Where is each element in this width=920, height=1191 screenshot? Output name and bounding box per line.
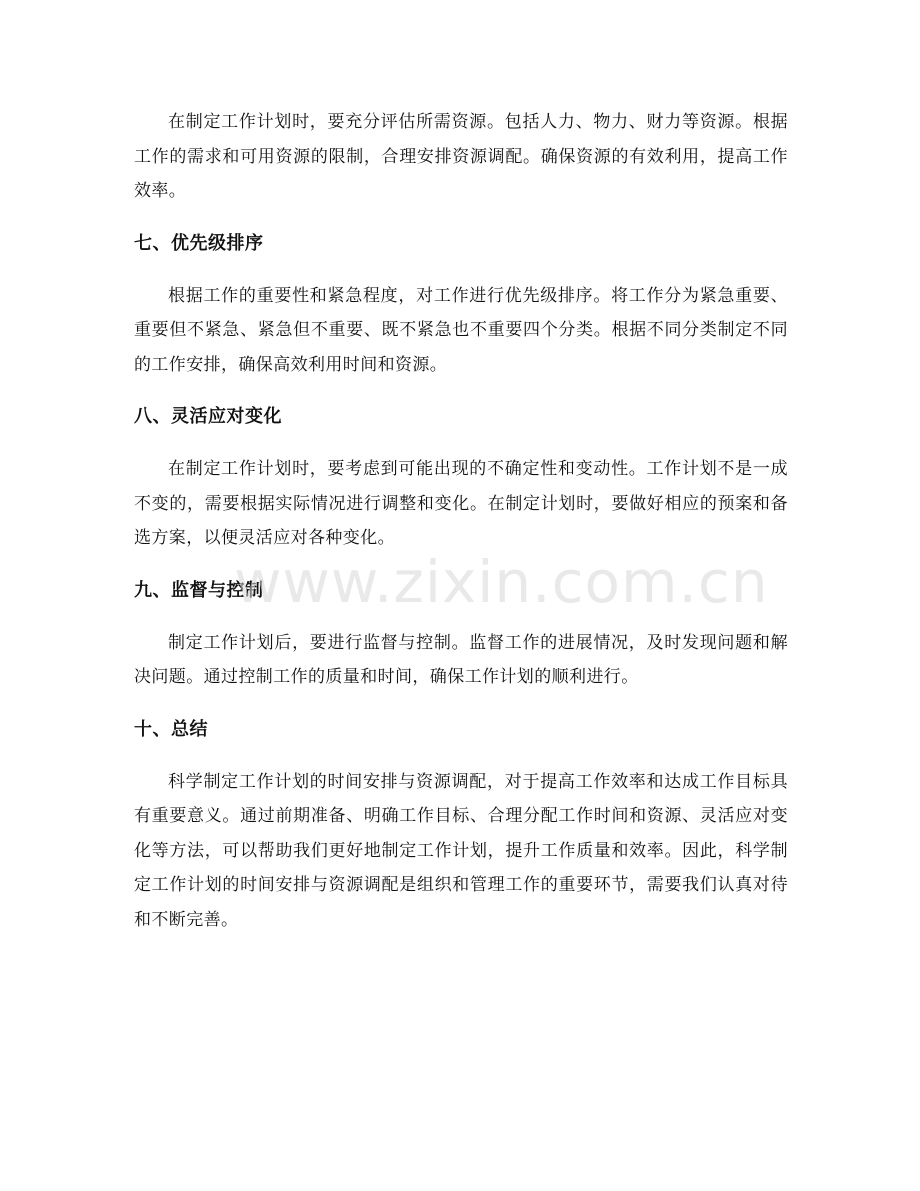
paragraph-flexible-response: 在制定工作计划时，要考虑到可能出现的不确定性和变动性。工作计划不是一成不变的，需要根据实际情况进行调整和变化。在制定计划时，要做好相应的预案和备选方案，以便灵活应对各种变化。 xyxy=(134,459,788,548)
heading-priority-ranking: 七、优先级排序 xyxy=(134,232,264,254)
heading-supervision-control: 九、监督与控制 xyxy=(134,579,264,601)
watermark: www.zixin.com.cn xyxy=(234,548,769,616)
heading-flexible-response: 八、灵活应对变化 xyxy=(134,406,282,427)
paragraph-supervision-control: 制定工作计划后，要进行监督与控制。监督工作的进展情况，及时发现问题和解决问题。通过控制工作的质量和时间，确保工作计划的顺利进行。 xyxy=(134,632,788,687)
paragraph-resource-allocation: 在制定工作计划时，要充分评估所需资源。包括人力、物力、财力等资源。根据工作的需求和可用资源的限制，合理安排资源调配。确保资源的有效利用，提高工作效率。 xyxy=(134,112,788,201)
heading-summary: 十、总结 xyxy=(134,718,208,740)
paragraph-summary: 科学制定工作计划的时间安排与资源调配，对于提高工作效率和达成工作目标具有重要意义。通过前期准备、明确工作目标、合理分配工作时间和资源、灵活应对变化等方法，可以帮助我们更好地制定工作计划，提升工作质量和效率。因此，科学制定工作计划的时间安排与资源调配是组织和管理工作的重要环节，需要我们认真对待和不断完善。 xyxy=(134,771,788,930)
document-body xyxy=(134,105,788,954)
paragraph-priority-ranking: 根据工作的重要性和紧急程度，对工作进行优先级排序。将工作分为紧急重要、重要但不紧急、紧急但不重要、既不紧急也不重要四个分类。根据不同分类制定不同的工作安排，确保高效利用时间和资源。 xyxy=(134,285,788,375)
